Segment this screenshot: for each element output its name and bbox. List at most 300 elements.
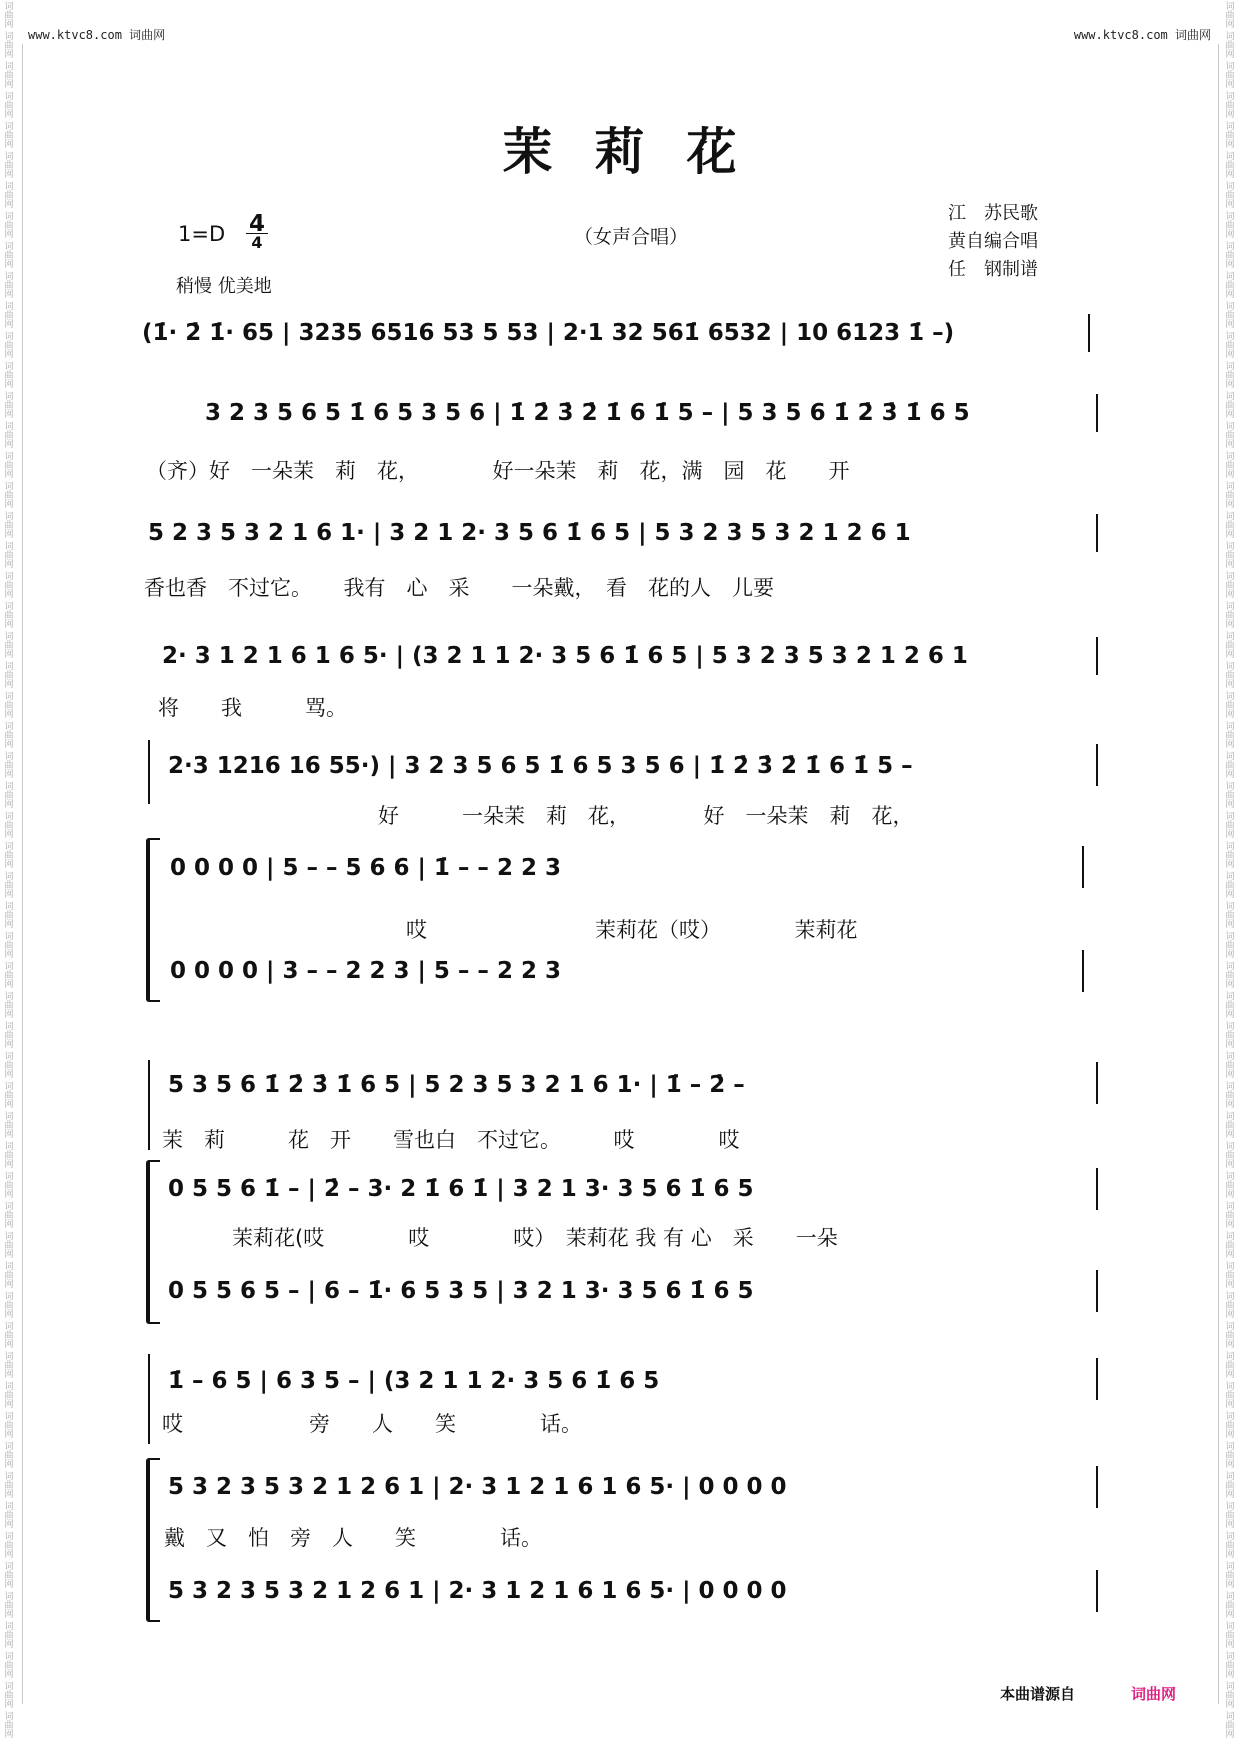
watermark-char: 网 bbox=[4, 1310, 14, 1320]
system6-bass-notes: 5 3 2 3 5 3 2 1 2 6 1 | 2· 3 1 2 1 6 1 6 5· | 0 0 0 0 bbox=[168, 1578, 787, 1604]
watermark-char: 网 bbox=[1225, 380, 1235, 390]
watermark-char: 网 bbox=[4, 1430, 14, 1440]
watermark-char: 网 bbox=[1225, 140, 1235, 150]
watermark-char: 曲 bbox=[4, 1181, 14, 1191]
watermark-char: 词 bbox=[4, 62, 14, 72]
watermark-char: 曲 bbox=[1225, 1571, 1235, 1581]
watermark-char: 词 bbox=[1225, 962, 1235, 972]
watermark-char: 词 bbox=[4, 782, 14, 792]
watermark-char: 曲 bbox=[4, 1631, 14, 1641]
watermark-char: 网 bbox=[4, 1520, 14, 1530]
system4-melody-lyrics: 好 一朵茉 莉 花， 好 一朵茉 莉 花， bbox=[378, 804, 914, 828]
watermark-char: 曲 bbox=[4, 971, 14, 981]
watermark-char: 词 bbox=[4, 1622, 14, 1632]
watermark-char: 曲 bbox=[1225, 11, 1235, 21]
watermark-char: 网 bbox=[4, 440, 14, 450]
watermark-char: 词 bbox=[4, 482, 14, 492]
watermark-char: 曲 bbox=[4, 1661, 14, 1671]
watermark-char: 词 bbox=[4, 542, 14, 552]
watermark-char: 曲 bbox=[4, 161, 14, 171]
credit-origin: 江 苏民歌 bbox=[948, 203, 1038, 224]
watermark-char: 网 bbox=[1225, 1400, 1235, 1410]
watermark-char: 曲 bbox=[1225, 191, 1235, 201]
watermark-char: 网 bbox=[1225, 950, 1235, 960]
watermark-char: 曲 bbox=[1225, 1451, 1235, 1461]
watermark-char: 词 bbox=[4, 692, 14, 702]
watermark-char: 网 bbox=[1225, 410, 1235, 420]
watermark-char: 网 bbox=[1225, 1460, 1235, 1470]
watermark-char: 曲 bbox=[1225, 791, 1235, 801]
watermark-char: 词 bbox=[1225, 122, 1235, 132]
watermark-char: 曲 bbox=[1225, 221, 1235, 231]
watermark-char: 网 bbox=[4, 680, 14, 690]
watermark-char: 词 bbox=[1225, 1712, 1235, 1722]
system6-alto-notes: 5 3 2 3 5 3 2 1 2 6 1 | 2· 3 1 2 1 6 1 6 5· | 0 0 0 0 bbox=[168, 1474, 787, 1500]
watermark-char: 网 bbox=[1225, 500, 1235, 510]
watermark-char: 词 bbox=[1225, 572, 1235, 582]
watermark-char: 曲 bbox=[4, 1271, 14, 1281]
watermark-char: 词 bbox=[1225, 812, 1235, 822]
watermark-char: 曲 bbox=[4, 1511, 14, 1521]
watermark-char: 网 bbox=[4, 890, 14, 900]
watermark-char: 词 bbox=[4, 1082, 14, 1092]
watermark-char: 曲 bbox=[1225, 971, 1235, 981]
watermark-char: 词 bbox=[4, 1292, 14, 1302]
watermark-char: 词 bbox=[4, 1022, 14, 1032]
watermark-char: 词 bbox=[4, 1442, 14, 1452]
watermark-char: 网 bbox=[1225, 620, 1235, 630]
watermark-char: 网 bbox=[1225, 170, 1235, 180]
watermark-char: 曲 bbox=[1225, 611, 1235, 621]
watermark-char: 曲 bbox=[4, 11, 14, 21]
watermark-char: 词 bbox=[1225, 1022, 1235, 1032]
watermark-char: 词 bbox=[4, 722, 14, 732]
watermark-char: 曲 bbox=[4, 641, 14, 651]
watermark-char: 词 bbox=[4, 152, 14, 162]
watermark-char: 曲 bbox=[1225, 1691, 1235, 1701]
watermark-char: 词 bbox=[4, 962, 14, 972]
watermark-char: 词 bbox=[1225, 542, 1235, 552]
barline bbox=[1096, 1358, 1098, 1400]
watermark-char: 词 bbox=[1225, 782, 1235, 792]
watermark-char: 词 bbox=[1225, 272, 1235, 282]
watermark-char: 词 bbox=[4, 812, 14, 822]
watermark-char: 网 bbox=[1225, 1520, 1235, 1530]
watermark-char: 网 bbox=[4, 920, 14, 930]
watermark-char: 词 bbox=[1225, 692, 1235, 702]
watermark-char: 网 bbox=[4, 740, 14, 750]
barline bbox=[1096, 1168, 1098, 1210]
key-signature: 1=D bbox=[178, 222, 226, 246]
watermark-char: 曲 bbox=[1225, 911, 1235, 921]
watermark-char: 词 bbox=[4, 32, 14, 42]
system2-notes: 5 2 3 5 3 2 1 6 1· | 3 2 1 2· 3 5 6 1̇ 6 5 | 5 3 2 3 5 3 2 1 2 6 1 bbox=[148, 520, 911, 546]
watermark-char: 曲 bbox=[1225, 161, 1235, 171]
barline bbox=[1096, 1270, 1098, 1312]
watermark-char: 曲 bbox=[1225, 1001, 1235, 1011]
watermark-char: 曲 bbox=[1225, 461, 1235, 471]
footer-source-label: 本曲谱源自 bbox=[1000, 1685, 1076, 1703]
system5-choir-brace bbox=[146, 1160, 160, 1324]
watermark-char: 网 bbox=[1225, 890, 1235, 900]
watermark-char: 网 bbox=[4, 1460, 14, 1470]
watermark-char: 词 bbox=[4, 992, 14, 1002]
watermark-char: 网 bbox=[4, 1130, 14, 1140]
watermark-char: 曲 bbox=[1225, 1361, 1235, 1371]
watermark-char: 词 bbox=[1225, 1472, 1235, 1482]
watermark-char: 曲 bbox=[1225, 1481, 1235, 1491]
watermark-char: 曲 bbox=[1225, 1541, 1235, 1551]
watermark-char: 网 bbox=[1225, 20, 1235, 30]
watermark-char: 曲 bbox=[1225, 341, 1235, 351]
watermark-char: 曲 bbox=[4, 131, 14, 141]
watermark-char: 词 bbox=[1225, 452, 1235, 462]
header-url-left[interactable]: www.ktvc8.com 词曲网 bbox=[28, 28, 166, 42]
watermark-char: 词 bbox=[1225, 1442, 1235, 1452]
watermark-char: 曲 bbox=[1225, 581, 1235, 591]
watermark-char: 网 bbox=[1225, 110, 1235, 120]
watermark-char: 词 bbox=[4, 1052, 14, 1062]
watermark-char: 网 bbox=[4, 350, 14, 360]
watermark-char: 网 bbox=[1225, 590, 1235, 600]
watermark-char: 网 bbox=[1225, 740, 1235, 750]
watermark-char: 词 bbox=[1225, 2, 1235, 12]
watermark-char: 词 bbox=[4, 212, 14, 222]
watermark-char: 词 bbox=[4, 1262, 14, 1272]
watermark-char: 曲 bbox=[4, 671, 14, 681]
watermark-char: 网 bbox=[4, 1730, 14, 1740]
watermark-char: 词 bbox=[1225, 842, 1235, 852]
credit-arranger: 黄自编合唱 bbox=[948, 231, 1038, 252]
watermark-char: 曲 bbox=[4, 881, 14, 891]
watermark-char: 词 bbox=[4, 332, 14, 342]
watermark-char: 曲 bbox=[1225, 1391, 1235, 1401]
watermark-char: 词 bbox=[4, 92, 14, 102]
watermark-char: 曲 bbox=[1225, 1631, 1235, 1641]
watermark-char: 曲 bbox=[4, 851, 14, 861]
watermark-char: 曲 bbox=[4, 71, 14, 81]
watermark-char: 网 bbox=[1225, 680, 1235, 690]
watermark-char: 网 bbox=[4, 590, 14, 600]
watermark-char: 曲 bbox=[1225, 371, 1235, 381]
system3-lyrics: 将 我 骂。 bbox=[158, 696, 347, 720]
watermark-char: 网 bbox=[4, 1280, 14, 1290]
watermark-char: 网 bbox=[4, 710, 14, 720]
watermark-char: 曲 bbox=[1225, 1121, 1235, 1131]
watermark-char: 网 bbox=[4, 1010, 14, 1020]
watermark-char: 曲 bbox=[1225, 1091, 1235, 1101]
watermark-char: 词 bbox=[1225, 1562, 1235, 1572]
credit-transcriber: 任 钢制谱 bbox=[948, 259, 1038, 280]
watermark-char: 曲 bbox=[4, 311, 14, 321]
time-signature bbox=[246, 211, 268, 252]
footer-source bbox=[1000, 1683, 1176, 1704]
watermark-char: 网 bbox=[4, 1580, 14, 1590]
watermark-char: 网 bbox=[1225, 1250, 1235, 1260]
watermark-char: 网 bbox=[1225, 260, 1235, 270]
watermark-char: 曲 bbox=[4, 221, 14, 231]
watermark-char: 曲 bbox=[4, 251, 14, 261]
tempo-marking: 稍慢 优美地 bbox=[176, 276, 272, 297]
watermark-char: 网 bbox=[4, 560, 14, 570]
watermark-char: 词 bbox=[1225, 1142, 1235, 1152]
barline bbox=[1096, 1062, 1098, 1104]
watermark-char: 词 bbox=[1225, 602, 1235, 612]
watermark-char: 网 bbox=[1225, 80, 1235, 90]
barline bbox=[1088, 314, 1090, 352]
watermark-char: 词 bbox=[1225, 482, 1235, 492]
watermark-char: 词 bbox=[1225, 1052, 1235, 1062]
watermark-char: 词 bbox=[1225, 872, 1235, 882]
watermark-char: 词 bbox=[4, 452, 14, 462]
watermark-char: 曲 bbox=[4, 1601, 14, 1611]
system6-melody-lyrics: 哎 旁 人 笑 话。 bbox=[162, 1412, 582, 1436]
watermark-char: 曲 bbox=[1225, 701, 1235, 711]
watermark-char: 曲 bbox=[1225, 671, 1235, 681]
watermark-char: 曲 bbox=[1225, 1211, 1235, 1221]
watermark-char: 网 bbox=[4, 650, 14, 660]
watermark-char: 词 bbox=[1225, 212, 1235, 222]
watermark-char: 网 bbox=[1225, 1010, 1235, 1020]
system4-melody-notes: 2·3 1216 16 55·) | 3 2 3 5 6 5 1̇ 6 5 3 5 6 | 1̇ 2̇ 3̇ 2̇ 1̇ 6 1̇ 5 – bbox=[168, 753, 913, 779]
watermark-char: 曲 bbox=[1225, 1061, 1235, 1071]
barline bbox=[1096, 394, 1098, 432]
watermark-char: 词 bbox=[4, 242, 14, 252]
watermark-char: 曲 bbox=[4, 521, 14, 531]
watermark-char: 词 bbox=[4, 1712, 14, 1722]
watermark-char: 网 bbox=[4, 290, 14, 300]
watermark-char: 词 bbox=[1225, 932, 1235, 942]
watermark-char: 词 bbox=[4, 662, 14, 672]
watermark-char: 网 bbox=[1225, 1220, 1235, 1230]
watermark-char: 曲 bbox=[1225, 401, 1235, 411]
barline bbox=[1096, 637, 1098, 675]
watermark-char: 词 bbox=[4, 1322, 14, 1332]
watermark-char: 词 bbox=[1225, 512, 1235, 522]
watermark-char: 词 bbox=[4, 932, 14, 942]
watermark-char: 网 bbox=[1225, 1340, 1235, 1350]
watermark-char: 曲 bbox=[1225, 941, 1235, 951]
watermark-char: 网 bbox=[4, 860, 14, 870]
system5-alto-lyrics: 茉莉花(哎 哎 哎） 茉莉花 我 有 心 采 一朵 bbox=[232, 1226, 838, 1250]
watermark-char: 词 bbox=[4, 2, 14, 12]
watermark-char: 词 bbox=[4, 1652, 14, 1662]
watermark-char: 词 bbox=[1225, 242, 1235, 252]
watermark-char: 曲 bbox=[4, 611, 14, 621]
watermark-char: 网 bbox=[1225, 200, 1235, 210]
watermark-char: 词 bbox=[1225, 1652, 1235, 1662]
watermark-char: 词 bbox=[1225, 1412, 1235, 1422]
system1-notes: 3 2 3 5 6 5 1̇ 6 5 3 5 6 | 1̇ 2̇ 3̇ 2̇ 1̇ 6 1̇ 5 – | 5 3 5 6 1̇ 2̇ 3̇ 1̇ 6 5 bbox=[205, 400, 970, 426]
watermark-char: 词 bbox=[4, 1352, 14, 1362]
watermark-char: 曲 bbox=[4, 191, 14, 201]
watermark-char: 曲 bbox=[4, 1721, 14, 1731]
system4-alto-notes: 0 0 0 0 | 5 – – 5 6 6 | 1̇ – – 2 2 3 bbox=[170, 855, 561, 881]
watermark-char: 曲 bbox=[4, 911, 14, 921]
watermark-char: 词 bbox=[1225, 392, 1235, 402]
watermark-char: 网 bbox=[1225, 320, 1235, 330]
watermark-char: 网 bbox=[4, 1340, 14, 1350]
watermark-char: 网 bbox=[4, 110, 14, 120]
watermark-char: 曲 bbox=[1225, 881, 1235, 891]
watermark-char: 曲 bbox=[4, 1571, 14, 1581]
watermark-char: 曲 bbox=[4, 1121, 14, 1131]
watermark-char: 网 bbox=[4, 20, 14, 30]
watermark-char: 曲 bbox=[1225, 1421, 1235, 1431]
watermark-char: 曲 bbox=[1225, 1331, 1235, 1341]
footer-brand-link[interactable]: 词曲网 bbox=[1131, 1685, 1177, 1703]
system5-melody-notes: 5 3 5 6 1̇ 2̇ 3̇ 1̇ 6 5 | 5 2 3 5 3 2 1 6 1· | 1̇ – 2̇ – bbox=[168, 1072, 745, 1098]
watermark-char: 网 bbox=[1225, 1190, 1235, 1200]
watermark-char: 词 bbox=[1225, 1682, 1235, 1692]
watermark-char: 网 bbox=[4, 830, 14, 840]
watermark-char: 词 bbox=[4, 1682, 14, 1692]
watermark-char: 词 bbox=[4, 752, 14, 762]
watermark-char: 网 bbox=[1225, 1490, 1235, 1500]
watermark-char: 网 bbox=[4, 1160, 14, 1170]
watermark-char: 曲 bbox=[4, 701, 14, 711]
left-watermark-strip bbox=[0, 0, 18, 1740]
watermark-char: 曲 bbox=[1225, 1031, 1235, 1041]
watermark-char: 词 bbox=[1225, 1112, 1235, 1122]
barline bbox=[1096, 744, 1098, 786]
system6-melody-notes: 1̇ – 6 5 | 6 3 5 – | (3 2 1 1 2· 3 5 6 1̇ 6 5 bbox=[168, 1368, 660, 1394]
system4-bass-notes: 0 0 0 0 | 3 – – 2 2 3 | 5 – – 2 2 3 bbox=[170, 958, 561, 984]
watermark-char: 网 bbox=[1225, 800, 1235, 810]
watermark-char: 网 bbox=[1225, 1580, 1235, 1590]
watermark-char: 网 bbox=[1225, 230, 1235, 240]
watermark-char: 曲 bbox=[1225, 431, 1235, 441]
watermark-char: 曲 bbox=[1225, 731, 1235, 741]
watermark-char: 网 bbox=[4, 620, 14, 630]
watermark-char: 网 bbox=[4, 1490, 14, 1500]
watermark-char: 网 bbox=[4, 380, 14, 390]
system4-melody-bracket bbox=[148, 740, 150, 804]
watermark-char: 曲 bbox=[4, 1211, 14, 1221]
watermark-char: 曲 bbox=[1225, 1301, 1235, 1311]
intro-notes: (1̇· 2̇ 1̇· 65 | 3235 6516 53 5 53 | 2·1 32 561̇ 6532 | 10 6123 1̇ –) bbox=[142, 320, 955, 346]
time-signature-top: 4 bbox=[246, 216, 268, 234]
watermark-char: 网 bbox=[1225, 290, 1235, 300]
watermark-char: 曲 bbox=[1225, 1181, 1235, 1191]
watermark-char: 网 bbox=[4, 500, 14, 510]
watermark-char: 曲 bbox=[1225, 1721, 1235, 1731]
watermark-char: 词 bbox=[4, 632, 14, 642]
watermark-char: 曲 bbox=[1225, 71, 1235, 81]
system3-notes: 2· 3 1 2 1 6 1 6 5· | (3 2 1 1 2· 3 5 6 1̇ 6 5 | 5 3 2 3 5 3 2 1 2 6 1 bbox=[162, 643, 968, 669]
barline bbox=[1082, 846, 1084, 888]
watermark-char: 网 bbox=[1225, 350, 1235, 360]
watermark-char: 曲 bbox=[4, 1391, 14, 1401]
watermark-char: 曲 bbox=[4, 1691, 14, 1701]
watermark-char: 曲 bbox=[1225, 1241, 1235, 1251]
watermark-char: 曲 bbox=[1225, 491, 1235, 501]
watermark-char: 词 bbox=[4, 1202, 14, 1212]
watermark-char: 网 bbox=[1225, 530, 1235, 540]
watermark-char: 曲 bbox=[4, 1061, 14, 1071]
watermark-char: 网 bbox=[4, 260, 14, 270]
watermark-char: 曲 bbox=[4, 371, 14, 381]
watermark-char: 网 bbox=[1225, 50, 1235, 60]
watermark-char: 词 bbox=[1225, 332, 1235, 342]
watermark-char: 网 bbox=[4, 1550, 14, 1560]
watermark-char: 词 bbox=[1225, 1262, 1235, 1272]
watermark-char: 网 bbox=[4, 980, 14, 990]
system4-alto-lyrics: 哎 茉莉花（哎） 茉莉花 bbox=[406, 918, 858, 942]
watermark-char: 网 bbox=[1225, 560, 1235, 570]
watermark-char: 曲 bbox=[4, 1031, 14, 1041]
watermark-char: 网 bbox=[4, 1190, 14, 1200]
watermark-char: 网 bbox=[1225, 920, 1235, 930]
watermark-char: 词 bbox=[1225, 62, 1235, 72]
watermark-char: 曲 bbox=[4, 731, 14, 741]
barline bbox=[1096, 1570, 1098, 1612]
watermark-char: 网 bbox=[4, 230, 14, 240]
watermark-char: 词 bbox=[1225, 1322, 1235, 1332]
watermark-char: 网 bbox=[4, 50, 14, 60]
watermark-char: 词 bbox=[1225, 632, 1235, 642]
watermark-char: 词 bbox=[1225, 1292, 1235, 1302]
watermark-char: 词 bbox=[4, 1502, 14, 1512]
watermark-char: 曲 bbox=[1225, 551, 1235, 561]
watermark-char: 词 bbox=[1225, 752, 1235, 762]
watermark-char: 网 bbox=[1225, 1550, 1235, 1560]
watermark-char: 网 bbox=[4, 170, 14, 180]
watermark-char: 曲 bbox=[4, 41, 14, 51]
watermark-char: 词 bbox=[4, 1382, 14, 1392]
watermark-char: 词 bbox=[4, 362, 14, 372]
watermark-char: 曲 bbox=[4, 821, 14, 831]
watermark-char: 曲 bbox=[1225, 131, 1235, 141]
watermark-char: 曲 bbox=[4, 461, 14, 471]
watermark-char: 网 bbox=[1225, 830, 1235, 840]
watermark-char: 词 bbox=[4, 122, 14, 132]
watermark-char: 曲 bbox=[1225, 521, 1235, 531]
watermark-char: 词 bbox=[1225, 1082, 1235, 1092]
watermark-char: 曲 bbox=[1225, 251, 1235, 261]
watermark-char: 网 bbox=[4, 1670, 14, 1680]
system5-melody-lyrics: 茉 莉 花 开 雪也白 不过它。 哎 哎 bbox=[162, 1128, 740, 1152]
watermark-char: 词 bbox=[1225, 1592, 1235, 1602]
watermark-char: 网 bbox=[4, 1700, 14, 1710]
watermark-char: 词 bbox=[4, 512, 14, 522]
watermark-char: 词 bbox=[1225, 1202, 1235, 1212]
watermark-char: 曲 bbox=[1225, 851, 1235, 861]
watermark-char: 词 bbox=[4, 1562, 14, 1572]
watermark-char: 词 bbox=[4, 182, 14, 192]
barline bbox=[1082, 950, 1084, 992]
watermark-char: 词 bbox=[4, 1532, 14, 1542]
watermark-char: 网 bbox=[4, 140, 14, 150]
system2-lyrics: 香也香 不过它。 我有 心 采 一朵戴， 看 花的人 儿要 bbox=[144, 576, 774, 600]
watermark-char: 网 bbox=[4, 530, 14, 540]
watermark-char: 网 bbox=[1225, 650, 1235, 660]
system6-alto-lyrics: 戴 又 怕 旁 人 笑 话。 bbox=[164, 1526, 542, 1550]
watermark-char: 词 bbox=[4, 272, 14, 282]
watermark-char: 词 bbox=[4, 572, 14, 582]
watermark-char: 网 bbox=[1225, 1070, 1235, 1080]
watermark-char: 词 bbox=[1225, 1172, 1235, 1182]
watermark-char: 词 bbox=[1225, 152, 1235, 162]
watermark-char: 曲 bbox=[4, 1091, 14, 1101]
watermark-char: 词 bbox=[1225, 902, 1235, 912]
watermark-char: 词 bbox=[4, 1472, 14, 1482]
header-url-right[interactable]: www.ktvc8.com 词曲网 bbox=[1073, 28, 1211, 42]
watermark-char: 网 bbox=[4, 1100, 14, 1110]
watermark-char: 曲 bbox=[1225, 281, 1235, 291]
watermark-char: 网 bbox=[4, 770, 14, 780]
watermark-char: 网 bbox=[4, 1220, 14, 1230]
